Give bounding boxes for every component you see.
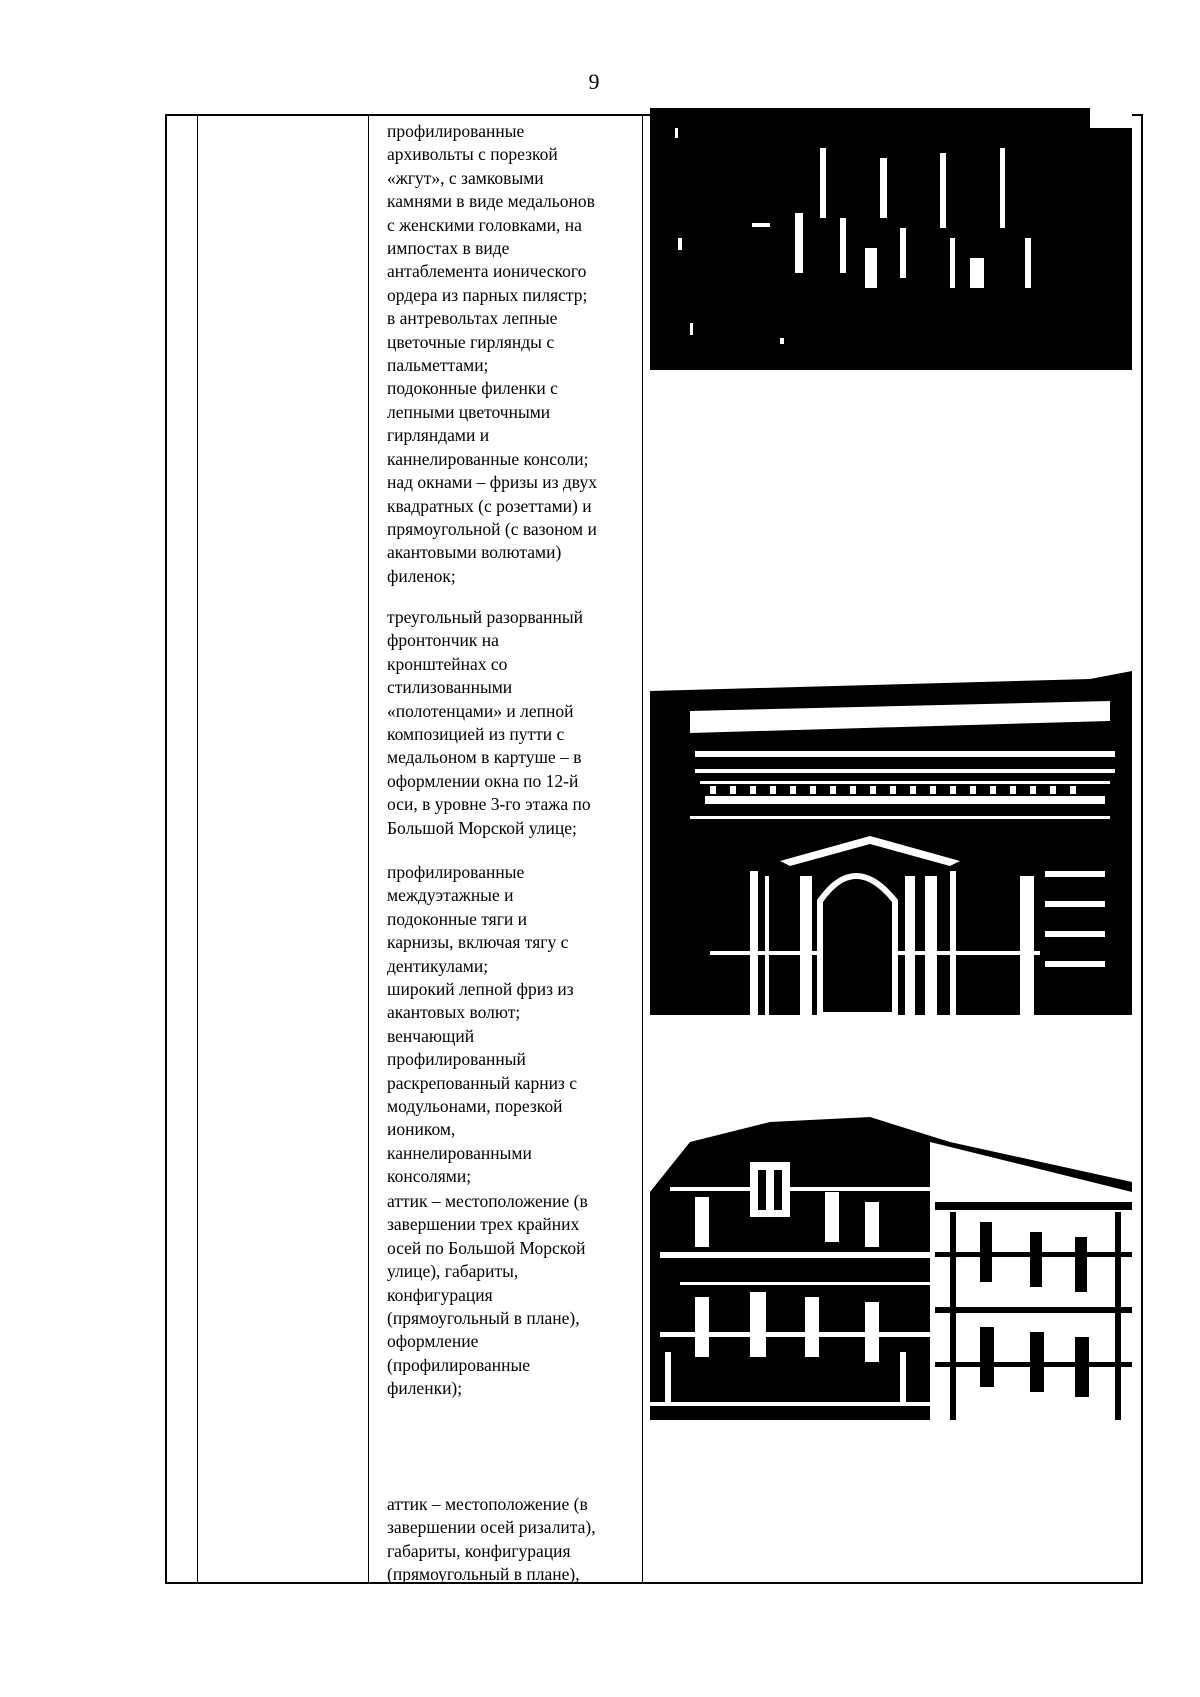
description-line: акантовых волют; bbox=[387, 1002, 521, 1023]
description-line: архивольты с порезкой bbox=[387, 144, 558, 165]
description-line: венчающий bbox=[387, 1025, 475, 1046]
description-line: Большой Морской улице; bbox=[387, 817, 577, 838]
description-line: раскрепованный карниз с bbox=[387, 1072, 577, 1093]
description-block-pediment bbox=[387, 606, 631, 840]
description-block-attic-corner bbox=[387, 1190, 631, 1401]
description-line: филенки); bbox=[387, 1378, 463, 1399]
description-line: «полотенцами» и лепной bbox=[387, 700, 574, 721]
description-line: междуэтажные и bbox=[387, 885, 514, 906]
description-line: (прямоугольный в плане), bbox=[387, 1564, 580, 1585]
description-line: подоконные филенки с bbox=[387, 378, 558, 399]
description-line: ордера из парных пилястр; bbox=[387, 284, 588, 305]
description-line: цветочные гирлянды с bbox=[387, 331, 555, 352]
description-line: улице), габариты, bbox=[387, 1261, 519, 1282]
description-line: каннелированные консоли; bbox=[387, 448, 589, 469]
description-line: конфигурация bbox=[387, 1284, 493, 1305]
description-block-attic-risalit bbox=[387, 1493, 631, 1587]
description-line: композицией из путти с bbox=[387, 724, 565, 745]
description-line: дентикулами; bbox=[387, 955, 489, 976]
description-line: антаблемента ионического bbox=[387, 261, 587, 282]
description-line: аттик – местоположение (в bbox=[387, 1191, 588, 1211]
page-number: 9 bbox=[588, 69, 600, 94]
description-line: кронштейнах со bbox=[387, 653, 508, 674]
description-line: аттик – местоположение (в bbox=[387, 1494, 588, 1514]
description-line: модульонами, порезкой bbox=[387, 1096, 563, 1117]
description-line: завершении осей ризалита), bbox=[387, 1517, 596, 1538]
description-line: импостах в виде bbox=[387, 238, 510, 259]
description-line: камнями в виде медальонов bbox=[387, 191, 595, 212]
description-line: прямоугольной (с вазоном и bbox=[387, 518, 597, 539]
description-line: оси, в уровне 3-го этажа по bbox=[387, 794, 591, 815]
description-line: (профилированные bbox=[387, 1354, 531, 1375]
description-line: с женскими головками, на bbox=[387, 214, 582, 235]
description-line: лепными цветочными bbox=[387, 401, 551, 422]
column-divider bbox=[197, 116, 198, 1582]
description-line: карнизы, включая тягу с bbox=[387, 932, 569, 953]
description-line: треугольный разорванный bbox=[387, 607, 584, 627]
description-line: консолями; bbox=[387, 1166, 472, 1187]
description-line: над окнами – фризы из двух bbox=[387, 472, 597, 493]
window-pediment-photo bbox=[650, 651, 1132, 1015]
description-line: фронтончик на bbox=[387, 630, 499, 651]
description-line: профилированные bbox=[387, 862, 525, 882]
heritage-table bbox=[165, 114, 1143, 1584]
description-line: оформление bbox=[387, 1331, 479, 1352]
description-line: «жгут», с замковыми bbox=[387, 167, 544, 188]
description-line: (прямоугольный в плане), bbox=[387, 1308, 580, 1329]
description-line: подоконные тяги и bbox=[387, 908, 528, 929]
description-line: широкий лепной фриз из bbox=[387, 979, 574, 1000]
column-divider bbox=[642, 116, 643, 1582]
description-line: каннелированными bbox=[387, 1142, 532, 1163]
description-line: завершении трех крайних bbox=[387, 1214, 580, 1235]
column-divider bbox=[368, 116, 369, 1582]
description-line: гирляндами и bbox=[387, 425, 490, 446]
description-line: стилизованными bbox=[387, 677, 513, 698]
description-line: профилированные bbox=[387, 121, 525, 141]
description-line: иоником, bbox=[387, 1119, 456, 1140]
corner-building-photo bbox=[650, 1102, 1132, 1420]
facade-arches-photo bbox=[650, 108, 1132, 370]
description-line: квадратных (с розеттами) и bbox=[387, 495, 592, 516]
description-line: габариты, конфигурация bbox=[387, 1540, 571, 1561]
description-line: филенок; bbox=[387, 565, 456, 586]
description-line: в антревольтах лепные bbox=[387, 308, 558, 329]
description-line: пальметтами; bbox=[387, 355, 489, 376]
description-line: оформлении окна по 12-й bbox=[387, 770, 579, 791]
description-line: осей по Большой Морской bbox=[387, 1237, 586, 1258]
description-line: профилированный bbox=[387, 1049, 526, 1070]
description-line: акантовыми волютами) bbox=[387, 542, 562, 563]
description-line: медальоном в картуше – в bbox=[387, 747, 582, 768]
description-block-arcades bbox=[387, 120, 631, 588]
description-block-cornices bbox=[387, 861, 631, 1189]
